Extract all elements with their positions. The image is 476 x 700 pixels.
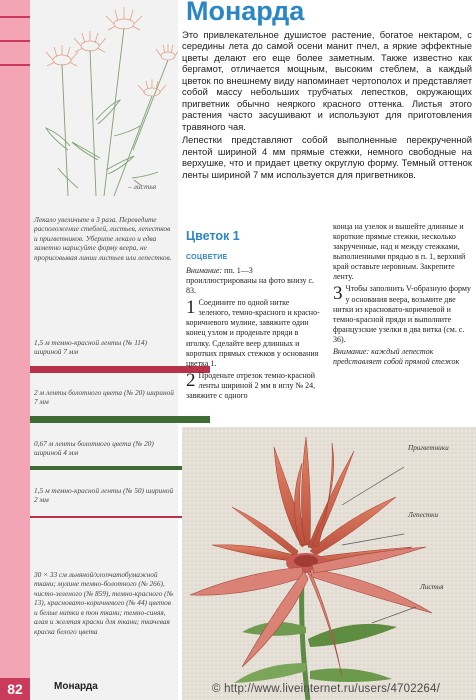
strip-line xyxy=(0,64,30,66)
step-2-continued: конца на узелок и вышейте длинные и короткие прямые стежки, несколько закрученные, над и между стежками, выполненными прядью в п. 1, верхний край оставьте неровным. Закрепите ленту. xyxy=(333,222,466,282)
intro-paragraph: Лепестки представляют собой выполненные перекрученной лентой шириной 4 мм прямые стежки, немного свободные на верхушке, что и придает цветку округлую форму. Темный оттенок ленты шириной 7 мм используется для пригветников. xyxy=(182,134,472,180)
ribbon-label-3: 0,67 м ленты болотного цвета (№ 20) шириной 4 мм xyxy=(34,439,154,458)
note-2 xyxy=(333,347,472,367)
left-pink-strip xyxy=(0,0,30,700)
intro-text xyxy=(182,29,472,182)
step-text: Чтобы заполнить V-образную форму у основания веера, возьмите две нитки из красновато-коричневой и темно-красной пряди и выполните французские узелки в два витка (см. с. 36). xyxy=(333,284,471,344)
step-number: 2 xyxy=(186,369,196,391)
template-sketch xyxy=(38,0,178,198)
page-title: Монарда xyxy=(186,0,305,26)
sidebar xyxy=(30,0,178,700)
step-number: 1 xyxy=(186,297,196,319)
note-text: пп. 1—3 проиллюстрированы на фото внизу с. 83. xyxy=(186,266,315,296)
column-2 xyxy=(333,222,472,369)
note-label: Внимание: xyxy=(333,346,370,356)
callout-leaves: Листья xyxy=(420,583,444,591)
callout-petals: Лепестки xyxy=(408,511,439,519)
column-1 xyxy=(186,266,321,403)
template-instructions: Лекало увеличьте в 3 раза. Переведите расположение стеблей, листьев, лепестков и пригветников. Уберите лекало и едва заметно нарисуйте форму веера, не прорисовывая линии листьев или лепестков. xyxy=(34,215,172,262)
ribbon-label-1: 1,5 м темно-красной ленты (№ 114) шириной 7 мм xyxy=(34,338,148,357)
note-label: Внимание: xyxy=(186,266,223,275)
ribbon-swatch-green-7mm xyxy=(30,416,210,423)
step-text: Проденьте отрезок темно-красной ленты шириной 2 мм в иглу № 24, завяжите с одного xyxy=(186,370,316,400)
photo-illustration xyxy=(182,427,476,700)
ribbon-label-4: 1,5 м темно-красной ленты (№ 50) шириной 2 мм xyxy=(34,486,174,505)
step-2 xyxy=(186,371,321,401)
step-3 xyxy=(333,284,472,344)
ribbon-swatch-red-7mm xyxy=(30,366,210,373)
note-text: каждый лепесток представляет собой прямой стежок xyxy=(333,346,460,367)
step-number: 3 xyxy=(333,283,343,305)
sketch-label: – листья xyxy=(128,182,157,191)
watermark: © http://www.liveinternet.ru/users/4702264/ xyxy=(212,683,441,695)
section-title: Цветок 1 xyxy=(186,229,240,243)
note xyxy=(186,266,321,296)
intro-paragraph: Это привлекательное душистое растение, богатое нектаром, с середины лета до самой осени манит пчел, а яркие эффектные цветы делают его еще более заметным. Также известно как бергамот, отличается мощным, высоким стеблем, а каждый цветок по внешнему виду напоминает чертополох и представляет собой массу небольших трубчатых лепестков, окружающих пригветник обычно неяркого красного оттенка. Листья этого растения часто засушивают и используют для приготовления травяного чая. xyxy=(182,29,472,132)
embroidery-photo xyxy=(182,427,476,700)
ribbon-label-2: 2 м ленты болотного цвета (№ 20) шириной 7 мм xyxy=(34,388,174,407)
step-text: Соедините по одной нитке зеленого, темно-красного и красно-коричневого мулине, завяжите один конец узлом и проденьте пряди в иголку. Сделайте веер длинных и коротких прямых стежков у основания цветка 1. xyxy=(186,298,320,368)
step-1 xyxy=(186,298,321,369)
subsection-title: СОЦВЕТИЕ xyxy=(186,254,228,261)
page-number: 82 xyxy=(0,678,30,700)
materials-list: 30 × 33 см льняной/хлопчатобумажной ткани; мулине темно-болотного (№ 266), чисто-зеленого (№ 859), темно-красного (№ 13), красновато-коричневого (№ 44) цветов и белые нитки в тон ткани; темно-синяя, алая и желтая краски для ткани; ткачевая краска белого цвета xyxy=(34,570,174,636)
callout-bracts: Пригветники xyxy=(408,444,449,452)
strip-line xyxy=(0,16,30,18)
footer-title: Монарда xyxy=(54,681,98,692)
strip-line xyxy=(0,40,30,42)
